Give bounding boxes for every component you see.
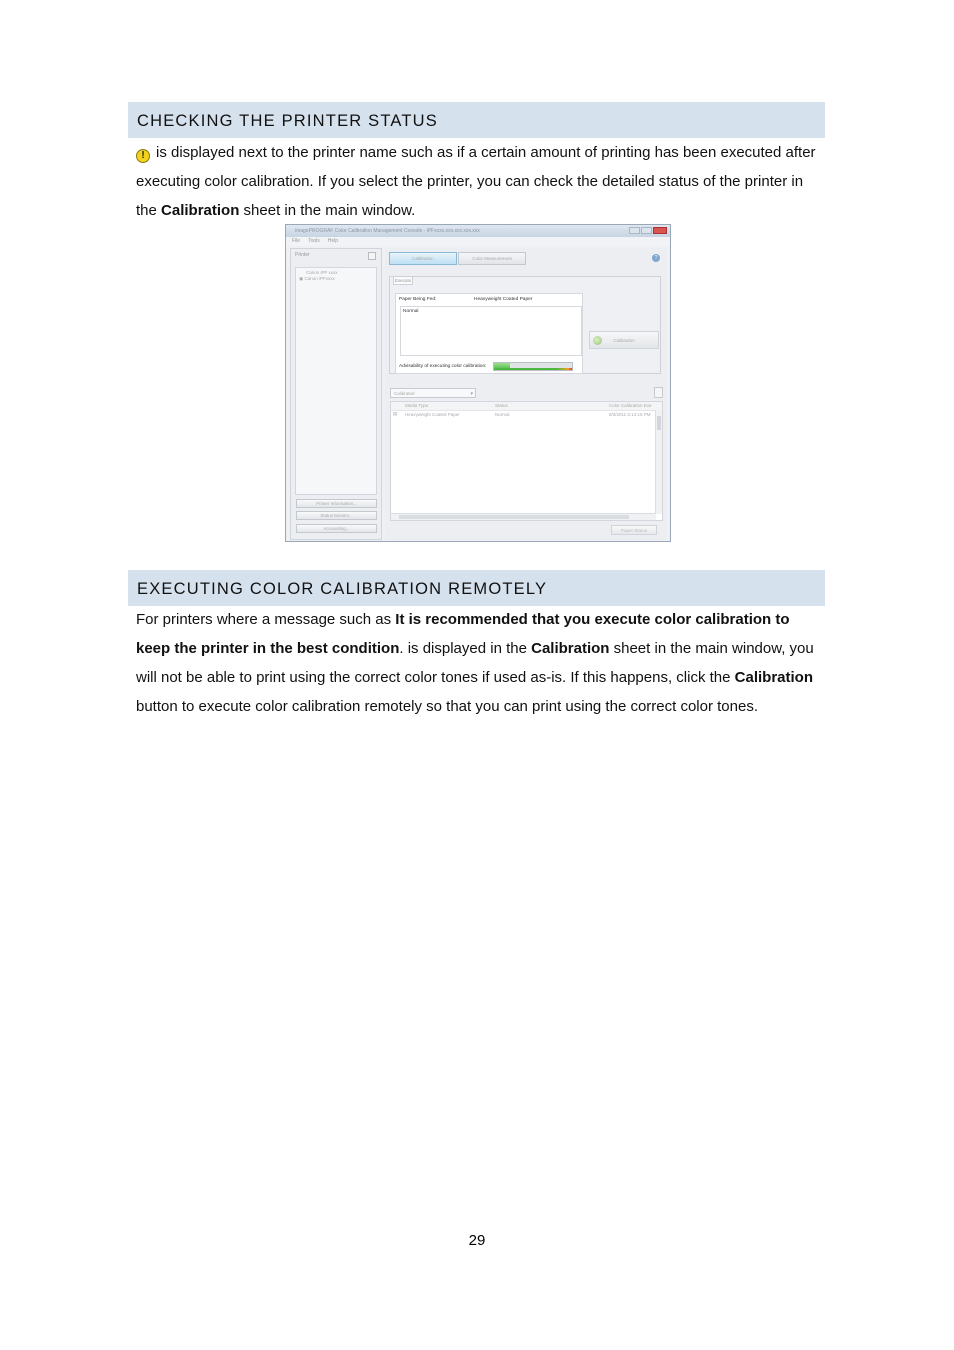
paper-value: Heavyweight Coated Paper (474, 297, 533, 302)
status-text-1: is displayed next to the printer name such as if a certain amount of printing has been executed after executing color calibration. If you select the printer, you can check the detailed status of the printer in the (136, 144, 816, 219)
printer-pane (290, 248, 382, 540)
app-window-screenshot (285, 224, 671, 542)
menu-bar (286, 237, 670, 246)
printer-group[interactable]: Canon iPF xxxx (306, 270, 338, 275)
table-header (391, 402, 662, 411)
advisability-label: Advisability of executing color calibration: (399, 364, 487, 369)
vertical-scrollbar[interactable] (655, 410, 662, 514)
warning-icon: ! (136, 149, 150, 163)
status-text-2: sheet in the main window. (239, 202, 416, 219)
refresh-button[interactable] (654, 387, 663, 398)
menu-tools[interactable]: Tools (308, 238, 320, 244)
main-pane (385, 248, 667, 540)
printer-name: Canon iPFxxxx (304, 276, 335, 281)
advisability-scale (494, 368, 572, 370)
execute-sheet (389, 276, 661, 374)
help-icon[interactable]: ? (652, 254, 660, 262)
row-date: 8/3/2011 5:14:15 PM (609, 412, 651, 417)
calibration-sheet-term: Calibration (531, 640, 610, 657)
recommendation-message: It is recommended that you execute color calibration to keep the printer in the best condition (136, 611, 790, 657)
remote-text-4: button to execute color calibration remotely so that you can print using the correct color tones. (136, 698, 759, 715)
horizontal-scrollbar[interactable] (391, 513, 656, 520)
column-calibration-date[interactable]: Color Calibration Exe (609, 403, 652, 408)
message-area (400, 306, 582, 356)
maximize-button[interactable] (641, 227, 652, 234)
column-status[interactable]: Status (495, 403, 508, 408)
calibration-icon (593, 336, 602, 345)
paper-icon: ▤ (393, 411, 398, 416)
menu-help[interactable]: Help (327, 238, 339, 244)
minimize-button[interactable] (629, 227, 640, 234)
add-printer-icon[interactable] (368, 252, 376, 260)
row-status: Normal (495, 412, 510, 417)
accounting-button[interactable]: Accounting... (296, 524, 377, 533)
calibration-button-label: Calibration (613, 338, 635, 343)
message-text: Normal (403, 309, 419, 314)
paper-label: Paper Being Fed: (399, 297, 437, 302)
menu-file[interactable]: File (292, 238, 301, 244)
close-button[interactable] (653, 227, 667, 234)
row-media: Heavyweight Coated Paper (405, 412, 460, 417)
page-number: 29 (468, 1232, 486, 1249)
printer-information-button[interactable]: Printer Information... (296, 499, 377, 508)
printer-status-paragraph (136, 138, 826, 225)
remote-text-3: sheet in the main window, you will not be able to print using the correct color tones if used as-is. If this happens, click the (136, 640, 814, 686)
calibration-term: Calibration (161, 202, 240, 219)
filter-value: Calibrated (394, 391, 415, 396)
list-item[interactable]: ▣ Canon iPFxxxx (299, 276, 335, 281)
tab-color-measurement[interactable]: Color Measurement (458, 252, 526, 265)
title-bar (286, 225, 670, 237)
printer-pane-label: Printer (295, 252, 310, 258)
remote-calibration-paragraph (136, 605, 826, 721)
section-heading-printer-status: CHECKING THE PRINTER STATUS (128, 102, 825, 138)
window-title: imagePROGRAF Color Calibration Management Console - iPFxxxx.xxx.xxx.xxx.xxx (295, 228, 480, 234)
media-list-table (390, 401, 663, 521)
filter-dropdown[interactable] (390, 388, 476, 398)
remote-text-1: For printers where a message such as (136, 611, 396, 628)
advisability-progress-bar (493, 362, 573, 371)
calibration-info-box (395, 293, 583, 374)
calibration-button[interactable] (589, 331, 659, 349)
calibration-button-term: Calibration (734, 669, 813, 686)
status-monitor-button[interactable]: Status Monitor... (296, 511, 377, 520)
remote-text-2: . is displayed in the (399, 640, 532, 657)
sheet-tab-execute[interactable]: Execute (394, 278, 412, 283)
printer-list (295, 267, 377, 495)
tab-calibration[interactable]: Calibration (389, 252, 457, 265)
section-heading-remote-calibration: EXECUTING COLOR CALIBRATION REMOTELY (128, 570, 825, 606)
column-media-type[interactable]: Media Type (405, 403, 429, 408)
paper-status-button[interactable]: Paper Status (611, 525, 657, 535)
chevron-down-icon: ▾ (470, 391, 473, 397)
